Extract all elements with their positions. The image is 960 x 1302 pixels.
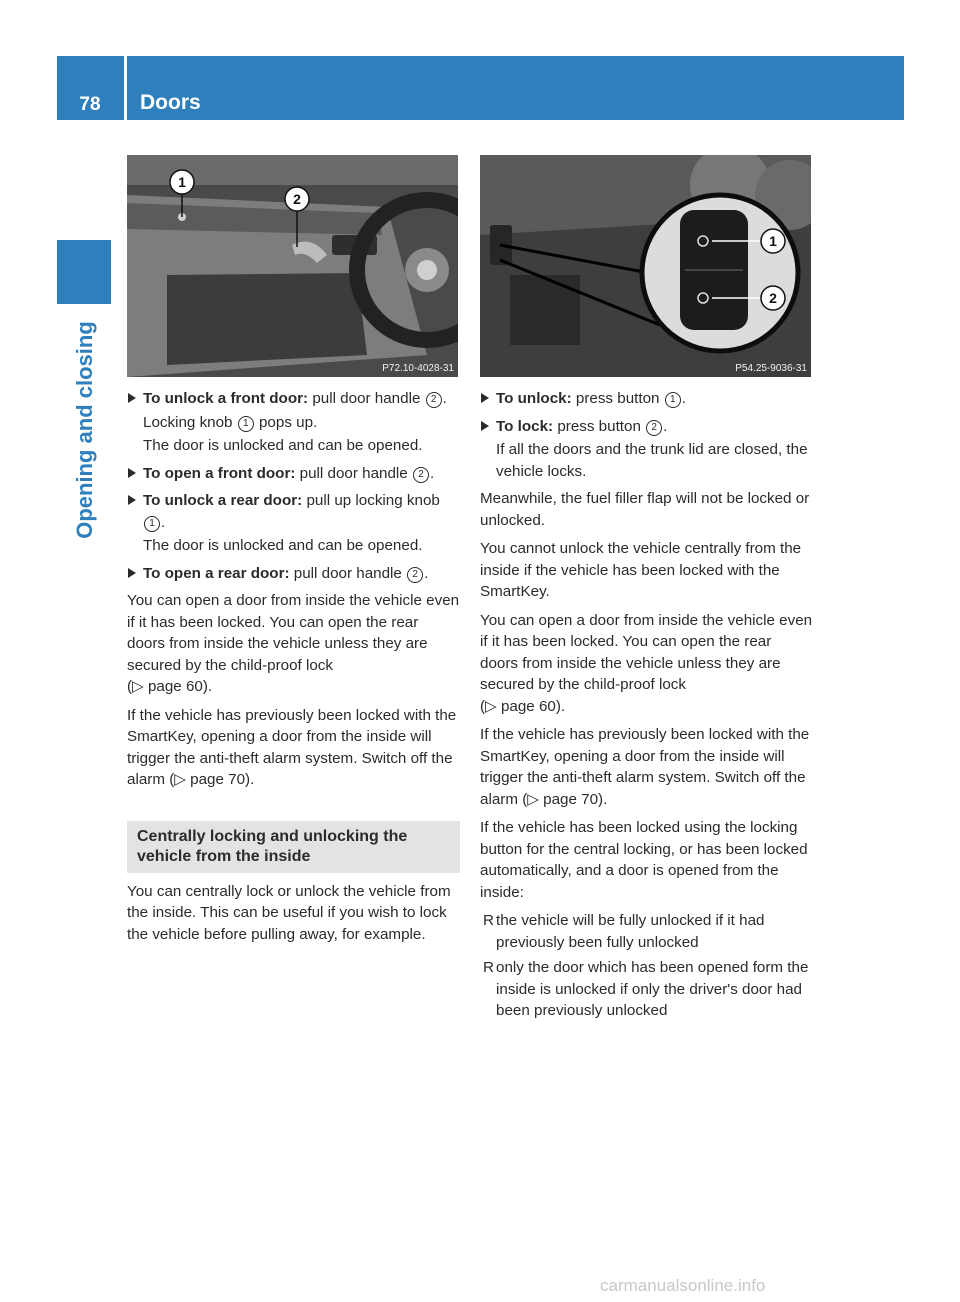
- step-arrow-icon: [481, 393, 489, 403]
- paragraph: If the vehicle has been locked using the locking button for the central locking, or has been locked automatically, and a door is opened from the inside:: [480, 819, 808, 901]
- step-label: To unlock a rear door:: [143, 492, 303, 509]
- step-text: pull up locking knob: [306, 492, 440, 509]
- locking-button-illustration: [480, 155, 811, 377]
- section-heading: Centrally locking and unlocking the vehicle from the inside: [127, 821, 460, 873]
- page-number: 78: [79, 94, 101, 115]
- paragraph: You can centrally lock or unlock the vehicle from the inside. This can be useful if you wish to lock the vehicle before pulling away, for example.: [127, 882, 451, 943]
- callout-ref: 1: [144, 516, 160, 532]
- step-unlock-front-door: [127, 388, 460, 457]
- paragraph: Meanwhile, the fuel filler flap will not be locked or unlocked.: [480, 490, 810, 529]
- step-note: Locking knob 1 pops up.: [143, 413, 318, 431]
- callout-ref: 2: [407, 567, 423, 583]
- callout-2: 2: [293, 191, 301, 207]
- figure-code: P54.25-9036-31: [735, 363, 807, 374]
- door-handle-figure: [127, 155, 458, 377]
- paragraph: If the vehicle has previously been locked with the SmartKey, opening a door from the inside will trigger the anti-theft alarm system. Switch off the alarm (▷ page 70).: [127, 706, 457, 788]
- step-arrow-icon: [128, 393, 136, 403]
- paragraph: You can open a door from inside the vehicle even if it has been locked. You can open the rear doors from inside the vehicle unless they are secured by the child-proof lock (▷ page 60).: [480, 611, 813, 715]
- step-unlock-rear-door: To unlock a rear door: pull up locking knob 1 . The door is unlocked and can be opened.: [127, 490, 460, 557]
- callout-ref: 2: [646, 420, 662, 436]
- step-arrow-icon: [128, 495, 136, 505]
- step-end: .: [442, 390, 447, 407]
- step-open-front-door: To open a front door: pull door handle 2 .: [127, 463, 460, 485]
- step-text: pull door handle: [312, 390, 421, 407]
- bullet-icon: R: [483, 912, 494, 929]
- list-item: R only the door which has been opened form the inside is unlocked if only the driver's door had been previously unlocked: [483, 959, 809, 1019]
- paragraph: You cannot unlock the vehicle centrally from the inside if the vehicle has been locked with the SmartKey.: [480, 540, 802, 600]
- side-tab-marker: [57, 240, 111, 304]
- central-locking-figure: [480, 155, 811, 377]
- step-note: The door is unlocked and can be opened.: [143, 437, 423, 454]
- callout-ref: 1: [238, 416, 254, 432]
- door-panel-illustration: [127, 155, 458, 377]
- right-column: [480, 388, 813, 1026]
- paragraph: If the vehicle has previously been locked with the SmartKey, opening a door from the inside will trigger the anti-theft alarm system. Switch off the alarm (▷ page 70).: [480, 726, 810, 808]
- step-text: press button: [575, 390, 660, 407]
- step-note: If all the doors and the trunk lid are closed, the vehicle locks.: [496, 441, 808, 480]
- step-text: pull door handle: [293, 564, 402, 582]
- watermark: carmanualsonline.info: [600, 1276, 766, 1295]
- step-lock: To lock: press button 2 . If all the doors and the trunk lid are closed, the vehicle locks.: [480, 416, 813, 483]
- step-text: press button: [557, 417, 641, 435]
- figure-code: P72.10-4028-31: [382, 363, 454, 374]
- page-title: Doors: [140, 91, 201, 114]
- callout-1: 1: [769, 233, 777, 249]
- callout-ref: 1: [665, 392, 681, 408]
- page-reference: (▷ page 60).: [480, 697, 566, 715]
- step-label: To open a rear door:: [143, 564, 290, 582]
- step-label: To unlock:: [496, 390, 572, 407]
- step-label: To lock:: [496, 417, 554, 435]
- step-open-rear-door: To open a rear door: pull door handle 2 .: [127, 563, 460, 585]
- left-column: [127, 388, 460, 952]
- step-arrow-icon: [128, 568, 136, 578]
- bullet-icon: R: [483, 959, 494, 976]
- callout-ref: 2: [413, 467, 429, 483]
- step-unlock: To unlock: press button 1 .: [480, 388, 813, 410]
- callout-ref: 2: [426, 392, 442, 408]
- page-reference: (▷ page 60).: [127, 678, 213, 695]
- step-label: To unlock a front door:: [143, 390, 309, 407]
- step-label: To open a front door:: [143, 464, 296, 482]
- step-text: pull door handle: [299, 464, 408, 482]
- step-arrow-icon: [481, 421, 489, 431]
- step-arrow-icon: [128, 468, 136, 478]
- callout-1: 1: [178, 174, 186, 190]
- step-note: The door is unlocked and can be opened.: [143, 537, 423, 554]
- chapter-label: Opening and closing: [72, 321, 97, 539]
- list-item: R the vehicle will be fully unlocked if it had previously been fully unlocked: [483, 912, 765, 951]
- paragraph: You can open a door from inside the vehicle even if it has been locked. You can open the rear doors from inside the vehicle unless they are secured by the child-proof lock (▷ page 60).: [127, 592, 460, 695]
- header-divider: [124, 56, 127, 120]
- callout-2: 2: [769, 290, 777, 306]
